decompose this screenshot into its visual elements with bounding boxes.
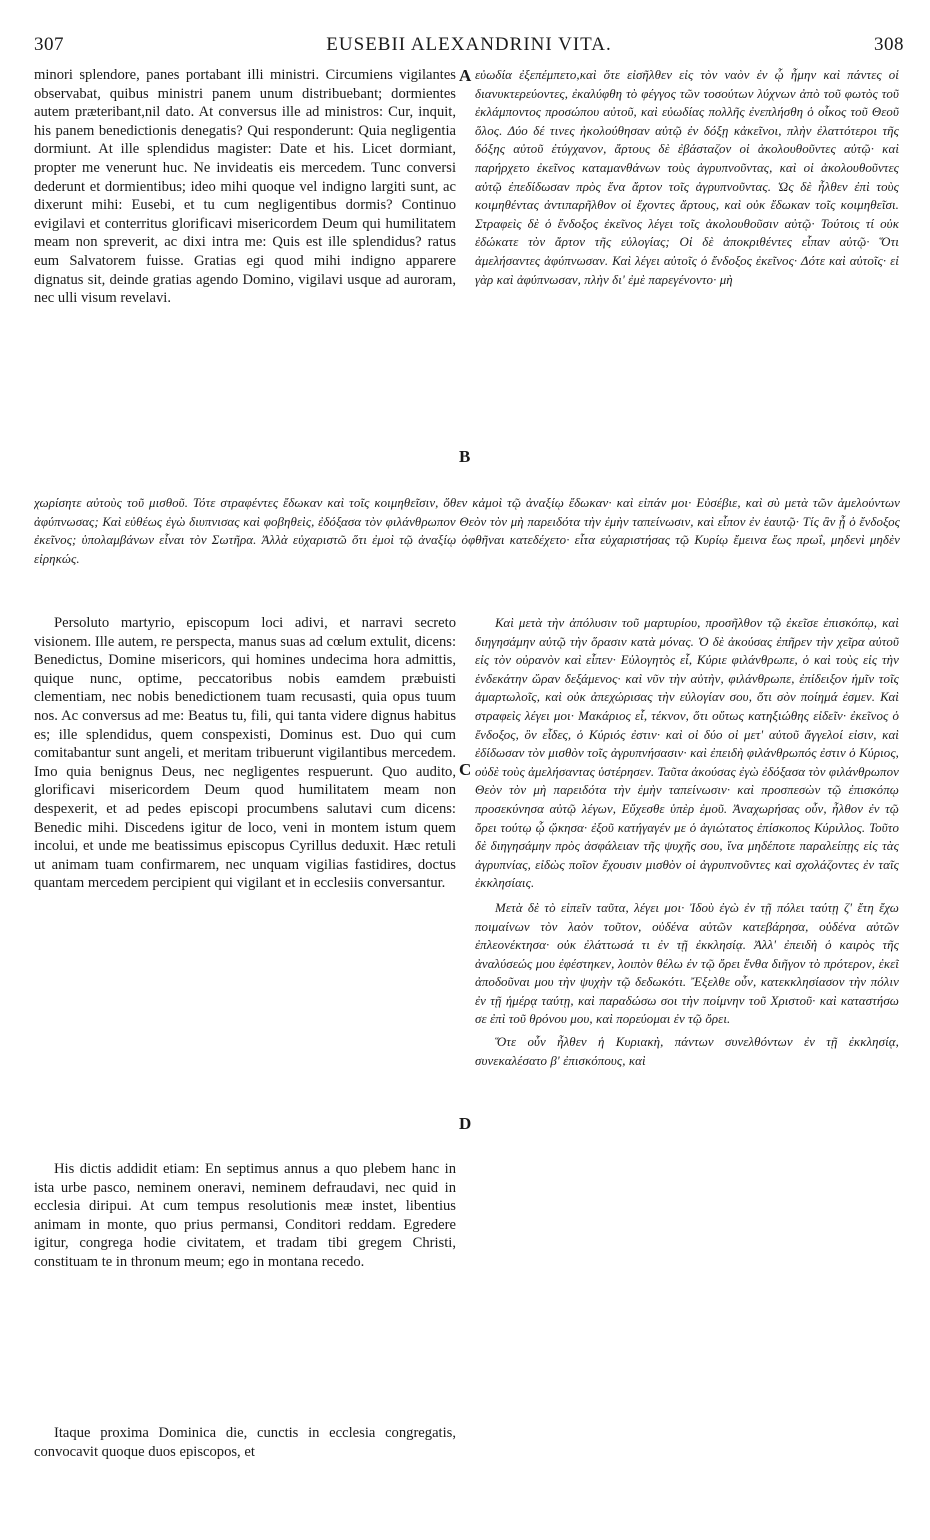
margin-marker-b: B [459, 447, 471, 466]
latin-column-passage-3 [34, 1160, 456, 1272]
greek-paragraph: εὐωδία ἐξεπέμπετο,καὶ ὅτε εἰσῆλθεν εἰς τὸν ναὸν ἐν ᾧ ἦμην καὶ πάντες οἱ διανυκτερεύοντες, ἐκαλύφθη τὸ φέγγος τῶν τοσούτων λύχνων ἀπὸ τοῦ φωτὸς τοῦ ἐκλάμποντος προσώπου αὐτοῦ, καὶ εὐωδίας πολλῆς ἐνεπλήσθη ὁ οἶκος τοῦ Θεοῦ ὅλος. Δύο δέ τινες ἠκολούθησαν αὐτῷ ἐν δόξῃ κἀκεῖνοι, πλὴν ἐλαττότεροι τῆς δόξης αὐτοῦ ἐτύγχανον, ἄρτους δὲ ἐβάσταζον οἱ ἀκολουθοῦντες αὐτῷ· καὶ παρήρχετο ἐκεῖνος καταμανθάνων τοὺς ἀγρυπνοῦντας, καὶ οἱ ἀκολουθοῦντες αὐτῷ ἐπεδίδωσαν πρὸς ἕνα ἄρτον τοῖς ἀγρυπνοῦντας. Ὡς δὲ ἦλθεν ἐπὶ τοὺς κοιμηθέντας ἀντιπαρῆλθον οἱ ἔχοντες ἄρτους, καὶ οὐκ ἔδωκαν τοῖς κοιμηθεῖσι. Στραφεὶς δὲ ὁ ἔνδοξος ἐκεῖνος λέγει τοῖς ἀκολουθοῦσιν αὐτῷ· Τούτοις τί οὐκ ἐδώκατε τὸν ἄρτον τῆς εὐλογίας; Οἱ δὲ ἀποκριθέντες εἶπαν αὐτῷ· Ὅτι ἀμελήσαντες ἀφύπνωσαν. Καὶ λέγει αὐτοῖς ὁ ἔνδοξος ἐκεῖνος· Δότε καὶ αὐτοῖς· εἰ γὰρ καὶ ἀφύπνωσαν, πλὴν δι' ἐμὲ παρεγένοντο· μὴ [475, 68, 899, 287]
margin-marker-c: C [459, 760, 472, 779]
greek-column-passage-2 [475, 614, 899, 1070]
greek-column-passage-1 [475, 66, 899, 289]
page-number-left: 307 [34, 34, 64, 55]
latin-column-passage-4 [34, 1424, 456, 1461]
greek-paragraph: Καὶ μετὰ τὴν ἀπόλυσιν τοῦ μαρτυρίου, προσῆλθον τῷ ἐκεῖσε ἐπισκόπῳ, καὶ διηγησάμην αὐτῷ τὴν ὅρασιν κατὰ μόνας. Ὁ δὲ ἀκούσας ἐπῆρεν τὴν χεῖρα αὐτοῦ εἰς τὸν οὐρανὸν καὶ εἶπεν· Εὐλογητὸς εἶ, Κύριε φιλάνθρωπε, ὁ καὶ τοὺς εἰς τὴν ἑνδεκάτην ὥραν δεξάμενος· καὶ νῦν τὴν αὐτὴν, φιλάνθρωπε, ἐπίδειξον ἡμῖν τοῖς ἁμαρτωλοῖς, καὶ οὐκ ἀπεχώρισας τὴν εὐλογίαν σου, ὅτι σὸν ποίημά ἐσμεν. Καὶ στραφεὶς λέγει μοι· Μακάριος εἶ, τέκνον, ὅτι οὕτως κατηξιώθης εἰδεῖν· ἐκεῖνος ὁ ἔνδοξος, ὃν εἶδες, ὁ Κύριός ἐστιν· καὶ οἱ δύο οἱ μετ' αὐτοῦ ἄγγελοί εἰσιν, καὶ ἐδίδωσαν τὸν μισθὸν τοῖς ἀγρυπνήσασιν· καὶ ἐπειδὴ φιλάνθρωπός ἐστιν ὁ Κύριος, οὐδὲ τοὺς ἀμελήσαντας ὑστέρησεν. Ταῦτα ἀκούσας ἐγὼ ἐδόξασα τὸν φιλάνθρωπον Θεὸν τὸν μὴ παρειδότα τὴν ἐμὴν ταπείνωσιν· καὶ προσπεσὼν τῷ ἐπισκόπῳ προσεκύνησα αὐτῷ λέγων, Εὔχεσθε ὑπὲρ ἐμοῦ. Ἀναχωρήσας οὖν, ἦλθον ἐν τῷ ὄρει τούτῳ ᾧ ᾤκησα· ἐξοῦ κατήγαγέν με ὁ ἁγιώτατος ἐπίσκοπος Κύριλλος. Τοῦτο δὲ διηγησάμην πρὸς ἀσφάλειαν τῆς ψυχῆς σου, ἵνα μηδέποτε παραλείπῃς εἰς τὰς ἀγρυπνίας, εἰδὼς ποῖον ἔχουσιν μισθὸν οἱ ἀγρυπνοῦντες καὶ σχολάζοντες ἐν ταῖς ἐκκλησίαις. [475, 616, 899, 891]
greek-full-width-passage [34, 494, 900, 568]
greek-paragraph: Ὅτε οὖν ἦλθεν ἡ Κυριακὴ, πάντων συνελθόντων ἐν τῇ ἐκκλησίᾳ, συνεκαλέσατο β' ἐπισκόπους, καὶ [475, 1035, 899, 1068]
running-title: EUSEBII ALEXANDRINI VITA. [326, 34, 612, 55]
latin-column-passage-2 [34, 614, 456, 893]
latin-column-passage-1 [34, 66, 456, 308]
latin-paragraph: His dictis addidit etiam: En septimus annus a quo plebem hanc in ista urbe pasco, neminem oneravi, neminem defraudavi, nec quid in ecclesia diripui. At cum tempus resolutionis meæ instet, libentius animam in monte, quo prius permansi, Conditori reddam. Egredere igitur, congrega hodie civitatem, et tradam tibi gregem Christi, constituam te in thronum meum; ego in montana recedo. [34, 1161, 456, 1270]
greek-paragraph: χωρίσητε αὐτοὺς τοῦ μισθοῦ. Τότε στραφέντες ἔδωκαν καὶ τοῖς κοιμηθεῖσιν, ὅθεν κἀμοὶ τῷ ἀναξίῳ ἔδωκαν· καὶ εἰπάν μοι· Εὐσέβιε, καὶ σὺ μετὰ τῶν ἀμελούντων ἀφύπνωσας; Καὶ εὐθέως ἐγὼ διυπνισας καὶ φοβηθεὶς, ἐδόξασα τὸν φιλάνθρωπον Θεὸν τὸν μὴ παρειδότα τὴν ἐμὴν ταπείνωσιν, καὶ εἶπον ἐν ἑαυτῷ· Τίς ἂν ᾖ ὁ ἔνδοξος ἐκεῖνος; ὑπολαμβάνων εἶναι τὸν Σωτῆρα. Ἀλλὰ εὐχαριστῶ ὅτι ἐμοὶ τῷ ἀναξίῳ ὀφθῆναι κατεδέχετο· εἶτα εὐχαριστήσας τῷ Κυρίῳ ἔμεινα ἕως πρωΐ, μηδενὶ μηδὲν εἰρηκώς. [34, 496, 900, 566]
margin-marker-a: A [459, 66, 472, 85]
latin-paragraph: minori splendore, panes portabant illi ministri. Circumiens vigilantes observabat, quibus ministri panem unum distribuebant; dormientes autem præteribant,nil dato. At conversus ille ad ministros: Cur, inquit, his panem benedictionis denegatis? Qui responderunt: Quia negligentia dormiunt. At ille splendidus magister: Date et his. Licet dormiant, propter me venerunt huc. Ne invideatis eis mercedem. Tunc conversi dederunt et dormientibus; ideo mihi quoque vel indigno largiti sunt, ac dixerunt mihi: Eusebi, et tu cum negligentibus dormis? Continuo evigilavi et conterritus glorificavi misericordem Deum qui humilitatem meam non spreverit, ac dixi intra me: Quis est ille splendidus? ratus eum Salvatorem fuisse. Gratias egi quod mihi indigno apparere dignatus sit, deinde gratias agendo Domino, vigilavi usque ad auroram, nec ulli visum revelavi. [34, 67, 456, 307]
greek-paragraph: Μετὰ δὲ τὸ εἰπεῖν ταῦτα, λέγει μοι· Ἰδοὺ ἐγὼ ἐν τῇ πόλει ταύτῃ ζ' ἔτη ἔχω ποιμαίνων τὸν λαὸν τοῦτον, οὐδένα αὐτῶν κατεβάρησα, οὐδένα αὐτῶν ἐπλεονέκτησα· οὐκ ἐλάττωσά τι ἐν τῇ ἐκκλησίᾳ. Ἀλλ' ἐπειδὴ ὁ καιρὸς τῆς ἀναλύσεώς μου ἐφέστηκεν, λοιπὸν θέλω ἐν τῷ ὄρει ἔνθα διῆγον τὸ πρότερον, ἐκεῖ ἀποδοῦναι μου τὴν ψυχὴν τῷ δεδωκότι. Ἔξελθε οὖν, κατεκκλησίασον τὴν πόλιν ἐν τῇ ἡμέρᾳ ταύτῃ, καὶ παραδώσω σοι τὴν ποίμνην τοῦ Χριστοῦ· καὶ καταστήσω σε ἐπὶ τοῦ θρόνου μου, καὶ πορεύομαι ἐν τῷ ὄρει. [475, 900, 899, 1027]
latin-paragraph: Itaque proxima Dominica die, cunctis in ecclesia congregatis, convocavit quoque duos episcopos, et [34, 1425, 456, 1460]
margin-marker-d: D [459, 1114, 472, 1133]
latin-paragraph: Persoluto martyrio, episcopum loci adivi, et narravi secreto visionem. Ille autem, re perspecta, manus suas ad cœlum extulit, dicens: Benedictus, Domine misericors, qui homines undecima hora admittis, quique nunc, optime, peccatoribus nobis eamdem præbuisti clementiam, nec nobis benedictionem tuam recusasti, quia opus tuum nos. Ac conversus ad me: Beatus tu, fili, qui tanta videre dignus habitus es; ille splendidus, quem conspexisti, Dominus est. Duo qui cum comitabantur sunt angeli, et meritam tribuerunt vigilantibus mercedem. Imo quia benignus Deus, nec negligentes respuerunt. Quo audito, glorificavi misericordem Deum quod humilitatem meam non despexerit, et ad pedes episcopi procumbens salutavi cum dicens: Benedic mihi. Discedens igitur de loco, veni in montem istum quem incolui, et unde me beatissimus episcopus Cyrillus deduxit. Hæc retuli ut animam tuam confirmarem, nec unquam vigilias fastidires, doctus quantam mercedem percipient qui vigilant et in ecclesiis conversantur. [34, 615, 456, 892]
page-number-right: 308 [874, 34, 904, 55]
running-header [34, 34, 904, 64]
